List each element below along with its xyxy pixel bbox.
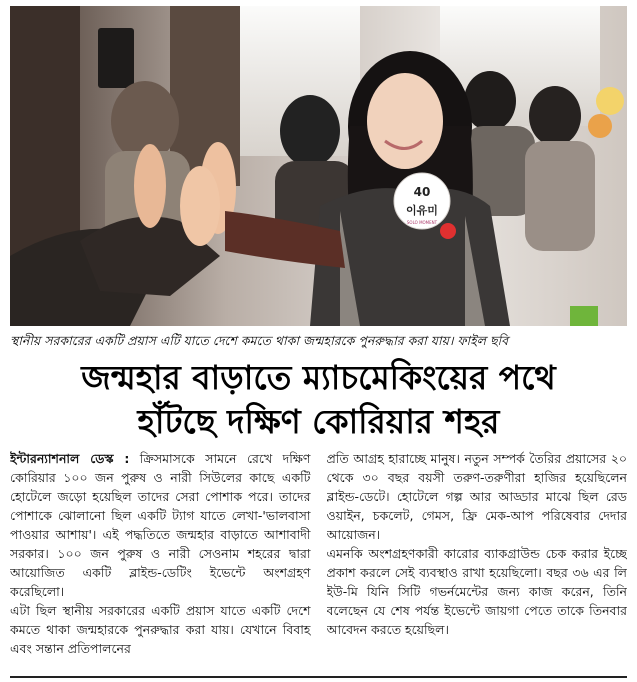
article-column-2 [327, 449, 628, 674]
article-paragraph: প্রতি আগ্রহ হারাচ্ছে মানুষ। নতুন সম্পর্ক তৈরির প্রয়াসের ২০ থেকে ৩০ বছর বয়সী তরুণ-তরুণীরা হাজির হয়েছিলেন ব্লাইন্ড-ডেটে। হোটেলে গল্প আর আড্ডার মাঝে ছিল রেড ওয়াইন, চকলেট, গেমস, ফ্রি মেক-আপ পরিষেবার দেদার আয়োজন। [326, 451, 627, 542]
article-body [10, 449, 627, 674]
photo-caption: স্থানীয় সরকারের একটি প্রয়াস এটি যাতে দেশে কমতে থাকা জন্মহারকে পুনরুদ্ধার করা যায়। ফাইল ছবি [10, 333, 509, 348]
bottom-rule [10, 676, 627, 678]
paragraph-text: ক্রিসমাসকে সামনে রেখে দক্ষিণ কোরিয়ার ১০০ জন পুরুষ ও নারী সিউলের কাছে একটি হোটেলে জড়ো হয়েছিল তাদের সেরা পোশাক পরে। তাদের পোশাকে ঝোলানো ছিল একটি ট্যাগ যাতে লেখা-'ভালবাসা পাওয়ার আশায়'। এই পদ্ধতিতে জন্মহার বাড়াতে আশাবাদী সরকার। ১০০ জন পুরুষ ও নারী সেওনাম শহরের দ্বারা আয়োজিত একটি ব্লাইন্ড-ডেটিং ইভেন্টে অংশগ্রহণ করেছিলো। [10, 451, 311, 599]
badge-number: 40 [413, 185, 431, 199]
article-paragraph: এটা ছিল স্থানীয় সরকারের একটি প্রয়াস যাতে একটি দেশে কমতে থাকা জন্মহারকে পুনরুদ্ধার করা যায়। যেখানে বিবাহ এবং সন্তান প্রতিপালনের [10, 603, 311, 656]
article-column-1 [10, 449, 311, 674]
headline-line-2: হাঁটছে দক্ষিণ কোরিয়ার শহর [137, 402, 500, 441]
badge-subtext: SOLO MOMENT [406, 220, 438, 225]
blind-date-event-photo [10, 6, 627, 326]
article-paragraph [10, 449, 311, 601]
headline [10, 356, 627, 444]
dateline: ইন্টারন্যাশনাল ডেস্ক : [10, 451, 130, 466]
badge-name: 이유미 [406, 204, 438, 217]
article-paragraph: এমনকি অংশগ্রহণকারী কারোর ব্যাকগ্রাউন্ড চেক করার ইচ্ছে প্রকাশ করলে সেই ব্যবস্থাও রাখা হয়েছিলো। বছর ৩৬ এর লি ইউ-মি যিনি সিটি গভর্নমেন্টের জন্য কাজ করেন, তিনি বলেছেন যে শেষ পর্যন্ত ইভেন্টে জায়গা পেতে তাকে তিনবার আবেদন করতে হয়েছিল। [326, 546, 627, 637]
headline-line-1: জন্মহার বাড়াতে ম্যাচমেকিংয়ের পথে [81, 358, 556, 397]
news-photo [10, 6, 627, 326]
